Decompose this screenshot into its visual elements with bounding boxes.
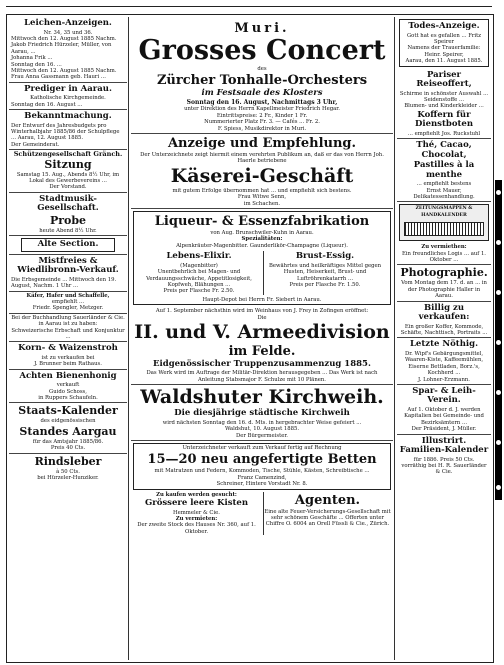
standes-body: für das Amtsjahr 1885/86. Preis 40 Cts. [32,438,104,452]
korn-ad [9,342,127,369]
armee-die: Die [257,314,267,321]
binding-hole [496,190,501,195]
bekannt-title: Bekanntmachung. [24,111,112,122]
center-column [131,17,393,537]
lebens-title: Lebens-Elixir. [166,251,232,262]
stadtmusik-title: Stadtmusik-Gesellschaft. [37,193,99,214]
pariser-title: Pariser Reiseoffert, [416,69,472,90]
korn-body: ist zu verkaufen bei J. Brunner beim Rathaus. [34,354,102,368]
vermiethen-ad [397,243,491,265]
agenten-title: Agenten. [294,492,361,508]
vermiethen-title: Zu vermiethen: [421,244,467,251]
mist-body: Die Erbsgemeinde ... Mittwoch den 19. August, Nachm. 1 Uhr ... [11,276,117,290]
newspaper-page [6,14,494,663]
photo-title: Photographie. [400,266,488,280]
sitzung-title: Sitzung [44,157,92,171]
prediger-ad [9,83,127,110]
mist-ad [9,255,127,292]
koffern-title: Koffern für Dienstboten [414,109,474,130]
anzeige-title: Anzeige und Empfehlung. [167,135,357,151]
zu-vermieten-title: Zu vermieten: [175,515,218,522]
kalender-body: für 1886. Preis 50 Cts. vorräthig bei H. R. Sauerländer & Cie. [401,456,487,476]
zu-vermieten-body: Der zweite Stock des Hauses Nr. 360, auf 1. Oktober. [137,522,256,535]
staats-kalender-ad [9,403,127,453]
pariser-ad [397,69,491,140]
koffern-body: ... empfiehlt Jos. Ruckstuhl [407,130,481,137]
binding-hole [496,340,501,345]
zeitungsmappen-ad [399,204,489,241]
brust-column [263,251,386,295]
orchester-name: Zürcher Tonhalle-Orchesters [156,73,368,89]
concert-date: Sonntag den 16. August, Nachmittags 3 Uhr, [186,98,338,106]
letzte-body: Dr. Wipf's Gebärgungsmittel, Waaren-Kiste, Kaffeemühlen, Eiserne Bettladen, Borz.'s, Kochherd ... J. Lohner-Erzmann. [404,350,484,383]
armee-body: Das Werk wird im Auftrage der Militär-Direktion herausgegeben ... Das Werk ist nach Anleitung Stabsmajor F. Schulze mit 10 Plänen. [146,370,378,383]
standes-title: Standes Aargau [19,424,117,438]
bekanntmachung-ad [9,110,127,150]
brust-title: Brust-Essig. [295,251,355,262]
concert-body: unter Direktion des Herrn Kapellmeister Friedrich Hegar. Eintrittspreise: 2 Fr., Kinder 1 Fr. Nummerierter Platz Fr. 3. — Cafés ... Fr. 2. F. Spiess, Musikdirektor in Muri. [184,106,340,132]
muri-title: Muri. [234,21,290,36]
column-rule-1 [128,17,129,660]
column-rule-2 [394,17,395,660]
todes-anzeige [399,19,489,67]
waldshut-title: Waldshuter Kirchweih. [140,386,384,409]
schuetzen-ad [9,150,127,193]
billig-body: Ein großer Koffer, Kommode, Schäfte, Nachttisch, Portraits ... [400,323,488,337]
mist-title: Mistfreies & Wiedlibronn-Verkauf. [17,255,119,276]
concert-title: Grosses Concert [138,35,386,66]
betten-intro: Unterzeichneter verkauft zum Verkauf fertig auf Rechnung [182,444,342,451]
vermiethen-body: Ein freundliches Logis ... auf 1. Oktober ... [402,250,486,263]
rindsleber-ad [9,454,127,483]
bruder-body: Bei der Buchhandlung Sauerländer & Cie. in Aarau ist zu haben: Schweizerische Erbschaft und Konjunktur ... [11,314,125,340]
lebens-body: (Magenbitter) Unentbehrlich bei Magen- und Verdauungsschwäche, Appetitlosigkeit, Kopfweh, Blähungen ... Preis per Flasche Fr. 2.50. [146,262,252,295]
leichen-anzeigen [9,17,127,83]
achten-title: Achten Bienenhonig [19,370,117,381]
concert-ad [131,17,393,134]
betten-ad [133,443,391,490]
waldshut-sub: Die diesjährige städtische Kirchweih [174,408,350,419]
brust-body: Bewährtes und heilkräftiges Mittel gegen Husten, Heiserkeit, Brust- und Luftröhrenkatarrh ... Preis per Flasche Fr. 1.50. [268,262,382,288]
kaefer-body: empfiehlt ... Friedr. Spengler, Metzger. [32,298,104,312]
kaeserei-title: Käserei-Geschäft [170,164,354,187]
liqueur-foot: Haupt-Depot bei Herrn Fr. Siebert in Aarau. [202,296,322,303]
kisten-title: Grössere leere Kisten [144,498,249,508]
kaefer-title: Käfer, Hafer und Schaffelle, [26,292,110,299]
kaeserei-ad [131,134,393,209]
schuetzen-title: Schützengesellschaft Gränch. [13,150,123,159]
rind-title: Rindsleber [34,454,102,468]
bruder-ad [9,314,127,343]
agenten-ad [263,492,391,536]
pastilles-body: ... empfiehlt bestens Ernst Mauer, Delikatessenhandlung. [413,181,475,200]
waldshut-body: wird nächsten Sonntag den 16. d. Mts. in hergebrachter Weise gefeiert ... Waldshut, 10. August 1885. Der Bürgermeister. [162,419,362,439]
betten-title: 15—20 neu angefertigte Betten [147,452,377,468]
liqueur-title: Liqueur- & Essenzfabrikation [154,213,370,229]
bekannt-body: Der Entwurf des Jahresbudgets pro Winterhalbjahr 1885/86 der Schulpflege ... Aarau, 12. August 1885. Der Gemeinderat. [11,122,120,148]
waldshut-ad [131,385,393,441]
kalender-ad [397,435,491,477]
photographie-ad [397,265,491,301]
betten-body: mit Matratzen und Federn, Kommoden, Tische, Stühle, Kästen, Schreibtische ... Franz Camenzind, Schreiner, Hintere Vorstadt Nr. 8. [154,468,370,488]
spezial-label: Spezialitäten: [241,236,283,243]
pastilles-title: Pastilles à la menthe [413,160,475,180]
concert-des: des [257,66,267,72]
armee-ad [131,307,393,385]
right-column [397,17,491,477]
todes-title: Todes-Anzeige. [408,21,480,31]
alte-section-title: Alte Section. [37,239,99,250]
kisten-body: Hemmeler & Cie. [173,509,220,516]
binding-strip [495,180,502,500]
armee-intro: Auf 1. September nächsthin wird im Weinhaus von J. Frey in Zofingen eröffnet: [155,308,369,315]
kraeuter-line: Alpenkräuter-Magenbitter. Gaunderlikör-Champagne (Liqueur). [176,242,348,249]
probe-title: Probe [49,213,87,227]
leichen-sub: Nr. 34, 35 und 36. [43,29,93,36]
prediger-sub: Katholische Kirchgemeinde. [30,95,106,102]
stadtmusik-ad [9,193,127,236]
billig-title: Billig zu verkaufen: [418,302,470,323]
binding-hole [496,390,501,395]
probe-sub: heute Abend 8½ Uhr. [39,227,97,234]
bottom-ads [133,492,391,536]
bottom-left-ads [133,492,260,536]
kaeserei-body: mit gutem Erfolge übernommen hat ... und empfiehlt sich bestens. Frau Witwe Senn, im Schachen. [172,187,352,207]
spar-title: Spar- & Leih-Verein. [412,385,476,406]
left-column [9,17,127,482]
zeitung-title: ZEITUNGSMAPPEN & HANDKALENDER [415,206,473,218]
spar-ad [397,385,491,435]
pariser-body: Schirme in schönster Auswahl ... Seidenstoffe ... Blumen- und Kinderkleider ... [399,90,489,110]
truppen-title: Eidgenössischer Truppenzusammenzug 1885. [153,358,371,369]
liqueur-ad [133,211,391,305]
the-cacao-title: Thé, Cacao, Chocolat, [416,140,472,160]
billig-ad [397,302,491,339]
sitzung-body: Samstag 15. Aug., Abends 8½ Uhr, im Lokal des Gewerbevereins ... Der Vorstand. [16,171,120,191]
kaefer-ad [9,292,127,314]
agenten-body: Eine alte Feuer-Versicherungs-Gesellschaft mit sehr schönem Geschäfte ... Offerten unter Chiffre O. 6004 an Orell Füssli & Cie., Zürich. [264,508,391,528]
binding-hole [496,240,501,245]
todes-body: Gott hat es gefallen ... Fritz Speirer Namens der Trauerfamilie: Heinr. Speirer, Aarau, den 11. August 1885. [405,32,483,65]
page-top-rule [6,6,492,7]
leichen-body: Mittwoch den 12. August 1885 Nachm. Jakob Friedrich Hürzeler, Müller, von Aarau, ... Johanna Frik ... Sonntag den 16. ... Mittwoch den 12. August 1885 Nachm. Frau Anna Gassmann geb. Hauri ... [11,35,117,81]
spar-body: Auf 1. Oktober d. J. werden Kapitalien bei Gemeinde- und Bezirksämtern ... Der Präsident, J. Müller. [404,406,484,433]
rind-body: à 50 Cts. bei Hürzeler-Hunziker. [37,468,99,482]
zu-kaufen-title: Zu kaufen werden gesucht: [156,491,237,498]
alte-section-ad [9,236,127,255]
achten-body: verkauft Guido Schoss, in Ruppers Schaufeln. [38,382,98,401]
liqueur-products [138,251,386,295]
staats-sub: des eidgenössischen [40,418,96,425]
kalender-title: Illustrirt. Familien-Kalender [399,435,489,456]
armee-title: II. und V. Armeedivision [134,320,390,343]
binding-hole [496,290,501,295]
binding-hole [496,440,501,445]
festsaal-line: im Festsaale des Klosters [201,88,323,99]
the-cacao-ad [397,139,491,202]
prediger-title: Prediger in Aarau. [24,83,112,94]
im-felde: im Felde. [228,343,296,359]
prediger-body: Sonntag den 16. August ... [11,101,83,108]
letzte-title: Letzte Nöthig. [409,339,479,350]
korn-title: Korn- & Waizenstroh [18,343,118,354]
leichen-title: Leichen-Anzeigen. [24,18,112,28]
zeitung-engraving [404,222,484,236]
photo-body: Vom Montag dem 17. d. an ... in der Photographie Haller in Aarau. [401,280,487,300]
binding-hole [496,485,501,490]
staats-title: Staats-Kalender [18,404,118,418]
liqueur-sub: von Aug. Brunschwiler-Kuhn in Aarau. [210,229,314,236]
achten-ad [9,370,127,404]
letzte-ad [397,338,491,385]
lebens-column [138,251,260,295]
anzeige-body: Der Unterzeichnete zeigt hiermit einem verehrten Publikum an, daß er das von Herrn Joh. Haerle betriebene [140,151,384,165]
